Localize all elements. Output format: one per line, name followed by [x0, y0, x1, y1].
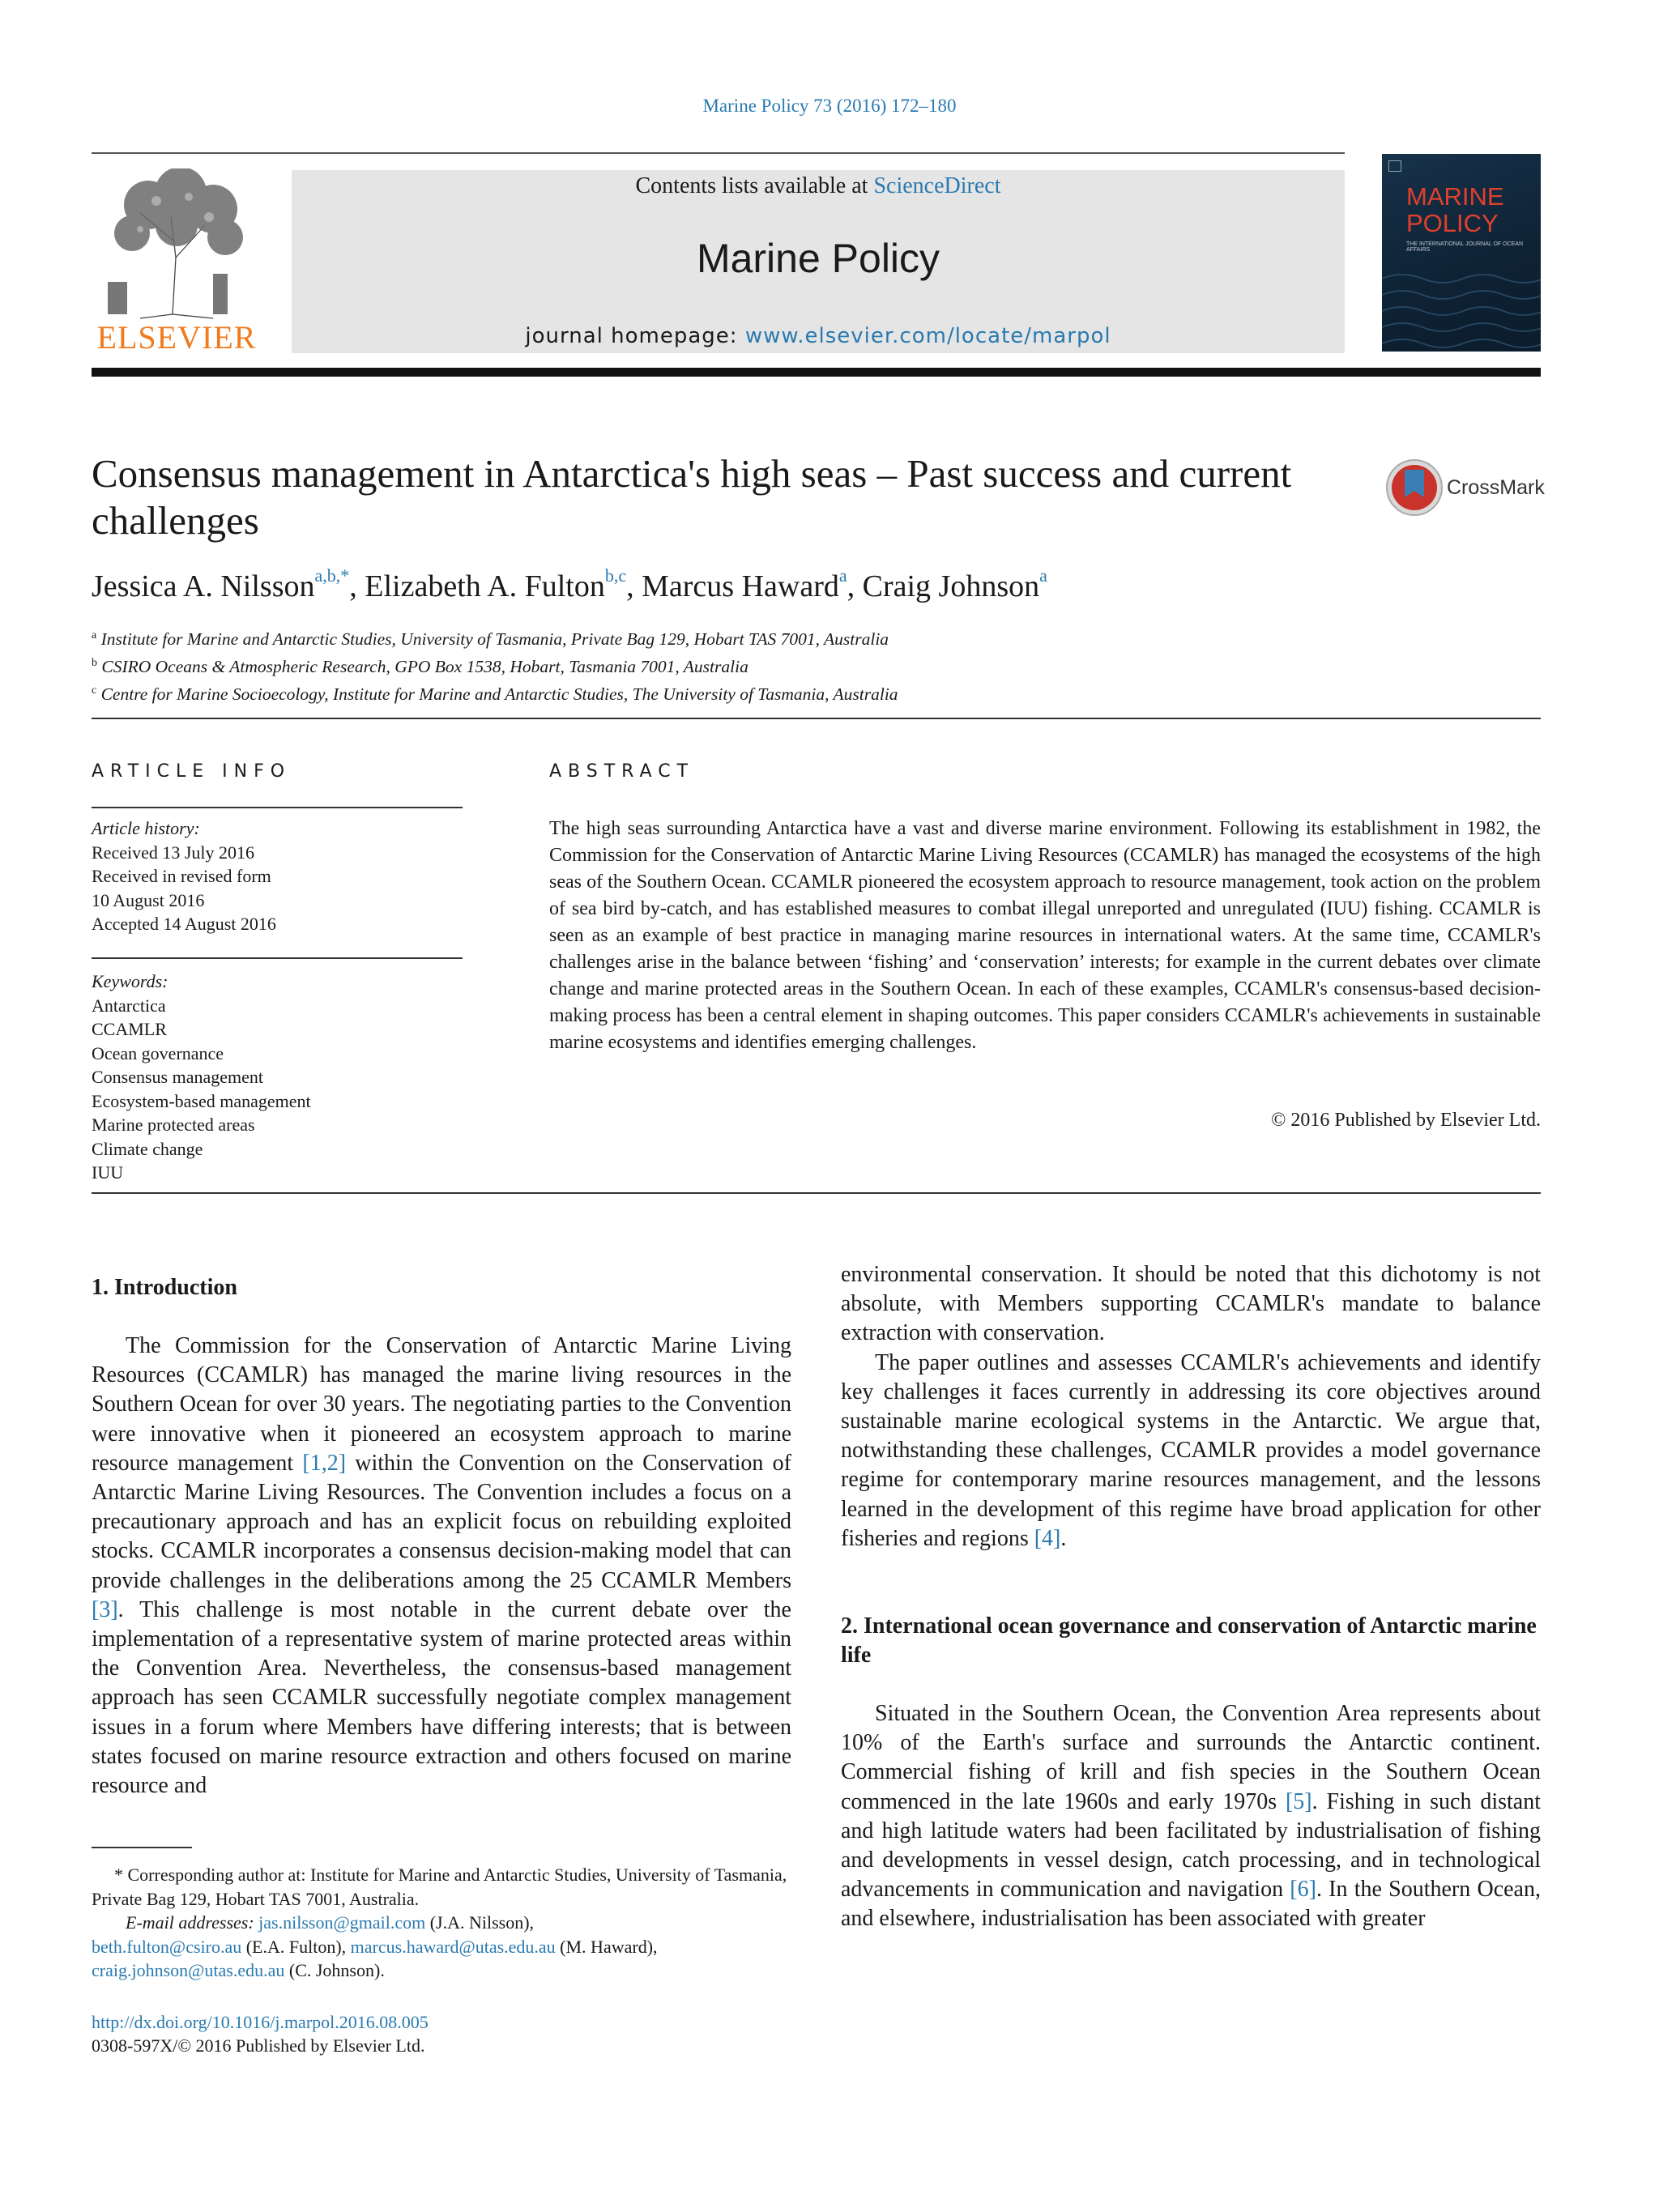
email-addresses: beth.fulton@csiro.au (E.A. Fulton), marcus.haward@utas.edu.au (M. Haward), [92, 1936, 658, 1957]
paragraph: environmental conservation. It should be noted that this dichotomy is not absolute, with Members supporting CCAMLR's mandate to balance extraction with conservation. [841, 1262, 1541, 1346]
section-rule [92, 1192, 1541, 1194]
keyword: Antarctica [92, 995, 166, 1016]
author-list: Jessica A. Nilsson$^{a,b,*}$, Elizabeth A. Fulton$^{b,c}$, Marcus Haward$^a$, Craig Johnson$^a$ [92, 565, 1047, 603]
keywords-list: Keywords: Antarctica CCAMLR Ocean governance Consensus management Ecosystem-based management Marine protected areas Climate change IUU [92, 970, 472, 1185]
paragraph: The paper outlines and assesses CCAMLR's achievements and identify key challenges it faces currently in addressing its core objectives around sustainable marine ecological systems in the Antarctic. We argue that, notwithstanding these challenges, CCAMLR provides a model governance regime for contemporary marine resources management, and the lessons learned in the development of this regime have broad application for other fisheries and regions [4]. [841, 1349, 1541, 1551]
homepage-link[interactable]: www.elsevier.com/locate/marpol [744, 324, 1111, 348]
affiliation: $^c$ Centre for Marine Socioecology, Institute for Marine and Antarctic Studies, The University of Tasmania, Australia [92, 684, 898, 704]
article-title: Consensus management in Antarctica's high seas – Past success and current challenges [92, 451, 1292, 543]
article-info-rule [92, 807, 463, 808]
author[interactable]: Craig Johnson$^a$ [862, 565, 1047, 603]
corresponding-author-note: * Corresponding author at: Institute for Marine and Antarctic Studies, University of Tasmania, Private Bag 129, Hobart TAS 7001, Australia. [92, 1865, 787, 1909]
keyword: Marine protected areas [92, 1115, 255, 1135]
body-right-column [841, 1260, 1541, 1934]
citation-link[interactable]: [5] [1285, 1788, 1312, 1814]
crossmark-icon [1385, 458, 1444, 517]
abstract-heading: ABSTRACT [549, 761, 695, 782]
journal-masthead [292, 170, 1345, 353]
affiliation: $^a$ Institute for Marine and Antarctic Studies, University of Tasmania, Private Bag 129, Hobart TAS 7001, Australia [92, 629, 889, 649]
doi-link[interactable]: http://dx.doi.org/10.1016/j.marpol.2016.08.005 [92, 2012, 429, 2032]
keyword: Climate change [92, 1138, 203, 1159]
cover-logo-icon [1388, 160, 1401, 172]
cover-subtitle: THE INTERNATIONAL JOURNAL OF OCEAN AFFAIRS [1406, 241, 1524, 253]
citation-link[interactable]: [1,2] [302, 1450, 347, 1476]
paragraph: The Commission for the Conservation of Antarctic Marine Living Resources (CCAMLR) has managed the marine living resources in the Southern Ocean for over 30 years. The negotiating parties to the Convention were innovative when it pioneered an ecosystem approach to marine resource management [1,2] within the Convention on the Conservation of Antarctic Marine Living Resources. The Convention includes a focus on a precautionary approach and has an explicit focus on rebuilding exploited stocks. CCAMLR incorporates a consensus decision-making model that can provide challenges in the deliberations among the 25 CCAMLR Members [3]. This challenge is most notable in the current debate over the implementation of a representative system of marine protected areas within the Convention Area. Nevertheless, the consensus-based management approach has seen CCAMLR successfully negotiate complex management issues in a forum where Members have differing interests; that is between states focused on marine resource extraction and others focused on marine resource and [92, 1333, 791, 1799]
paragraph: Situated in the Southern Ocean, the Convention Area represents about 10% of the Earth's surface and surrounds the Antarctic continent. Commercial fishing of krill and fish species in the Southern Ocean commenced in the late 1960s and early 1970s [5]. Fishing in such distant and high latitude waters had been facilitated by industrialisation of fishing and developments in vessel design, catch processing, and in technological advancements in communication and navigation [6]. In the Southern Ocean, and elsewhere, industrialisation has been associated with greater [841, 1701, 1541, 1932]
keyword: Ocean governance [92, 1042, 224, 1063]
cover-waves-icon [1382, 262, 1541, 352]
author[interactable]: Marcus Haward$^a$ [642, 565, 847, 603]
author[interactable]: Elizabeth A. Fulton$^{b,c}$ [365, 565, 627, 603]
keyword: Ecosystem-based management [92, 1090, 311, 1111]
section-rule [92, 718, 1541, 719]
affiliation-list [92, 624, 1388, 706]
email-addresses: E-mail addresses: jas.nilsson@gmail.com (J.A. Nilsson), [126, 1912, 535, 1933]
footnote-rule [92, 1847, 192, 1848]
contents-line: Contents lists available at ScienceDirect [635, 173, 1001, 198]
citation-link[interactable]: [3] [92, 1596, 118, 1622]
crossmark-badge[interactable]: CrossMark [1385, 458, 1541, 520]
article-history: Article history: Received 13 July 2016 Received in revised form 10 August 2016 Accepted 14 August 2016 [92, 818, 276, 934]
affiliation: $^b$ CSIRO Oceans & Atmospheric Research, GPO Box 1538, Hobart, Tasmania 7001, Australia [92, 657, 748, 676]
abstract-text: The high seas surrounding Antarctica have a vast and diverse marine environment. Following its establishment in 1982, the Commission for the Conservation of Antarctic Marine Living Resources (CCAMLR) has managed the ecosystems of the high seas of the Southern Ocean. CCAMLR pioneered the ecosystem approach to resource management, took action on the problem of sea bird by-catch, and has established measures to combat illegal unreported and unregulated (IUU) fishing. CCAMLR is seen as an example of best practice in managing marine resources in international waters. At the same time, CCAMLR's challenges arise in the balance between ‘fishing’ and ‘conservation’ interests; for example in the current debates over climate change and marine protected areas in the Southern Ocean. In each of these examples, CCAMLR's consensus-based decision-making process has been a central element in shaping outcomes. This paper considers CCAMLR's achievements in sustainable marine ecosystems and identifies emerging challenges. [549, 818, 1541, 1053]
journal-reference[interactable]: Marine Policy 73 (2016) 172–180 [702, 96, 957, 116]
section-heading: 2. International ocean governance and conservation of Antarctic marine life [841, 1613, 1537, 1669]
citation-link[interactable]: [4] [1034, 1525, 1061, 1551]
email-addresses: craig.johnson@utas.edu.au (C. Johnson). [92, 1960, 385, 1980]
body-left-column [92, 1273, 791, 1801]
tree-logo-icon [92, 168, 262, 322]
footnote [92, 1863, 791, 1983]
section-heading: 1. Introduction [92, 1275, 237, 1300]
journal-name: Marine Policy [696, 236, 940, 281]
article-info-heading: ARTICLE INFO [92, 761, 292, 782]
issn-line: 0308-597X/© 2016 Published by Elsevier Ltd. [92, 2035, 425, 2056]
publisher-logo [92, 168, 262, 356]
cover-title: MARINE POLICY [1406, 182, 1504, 237]
author[interactable]: Jessica A. Nilsson$^{a,b,*}$ [92, 565, 350, 603]
doi-block [92, 2010, 791, 2057]
email-link[interactable]: marcus.haward@utas.edu.au [350, 1936, 556, 1957]
email-link[interactable]: craig.johnson@utas.edu.au [92, 1960, 285, 1980]
sciencedirect-link[interactable]: ScienceDirect [873, 173, 1001, 198]
publisher-wordmark: ELSEVIER [96, 319, 257, 356]
citation-link[interactable]: [6] [1290, 1877, 1316, 1903]
keyword: CCAMLR [92, 1019, 167, 1039]
article-info-rule [92, 957, 463, 959]
email-link[interactable]: beth.fulton@csiro.au [92, 1936, 242, 1957]
abstract-copyright: © 2016 Published by Elsevier Ltd. [1271, 1110, 1541, 1131]
masthead-thick-rule [92, 368, 1541, 377]
email-link[interactable]: jas.nilsson@gmail.com [258, 1912, 426, 1933]
homepage-line: journal homepage: www.elsevier.com/locate/marpol [525, 324, 1111, 348]
keyword: IUU [92, 1162, 124, 1183]
keyword: Consensus management [92, 1067, 264, 1087]
header-rule [92, 152, 1345, 154]
journal-cover[interactable] [1382, 154, 1541, 352]
